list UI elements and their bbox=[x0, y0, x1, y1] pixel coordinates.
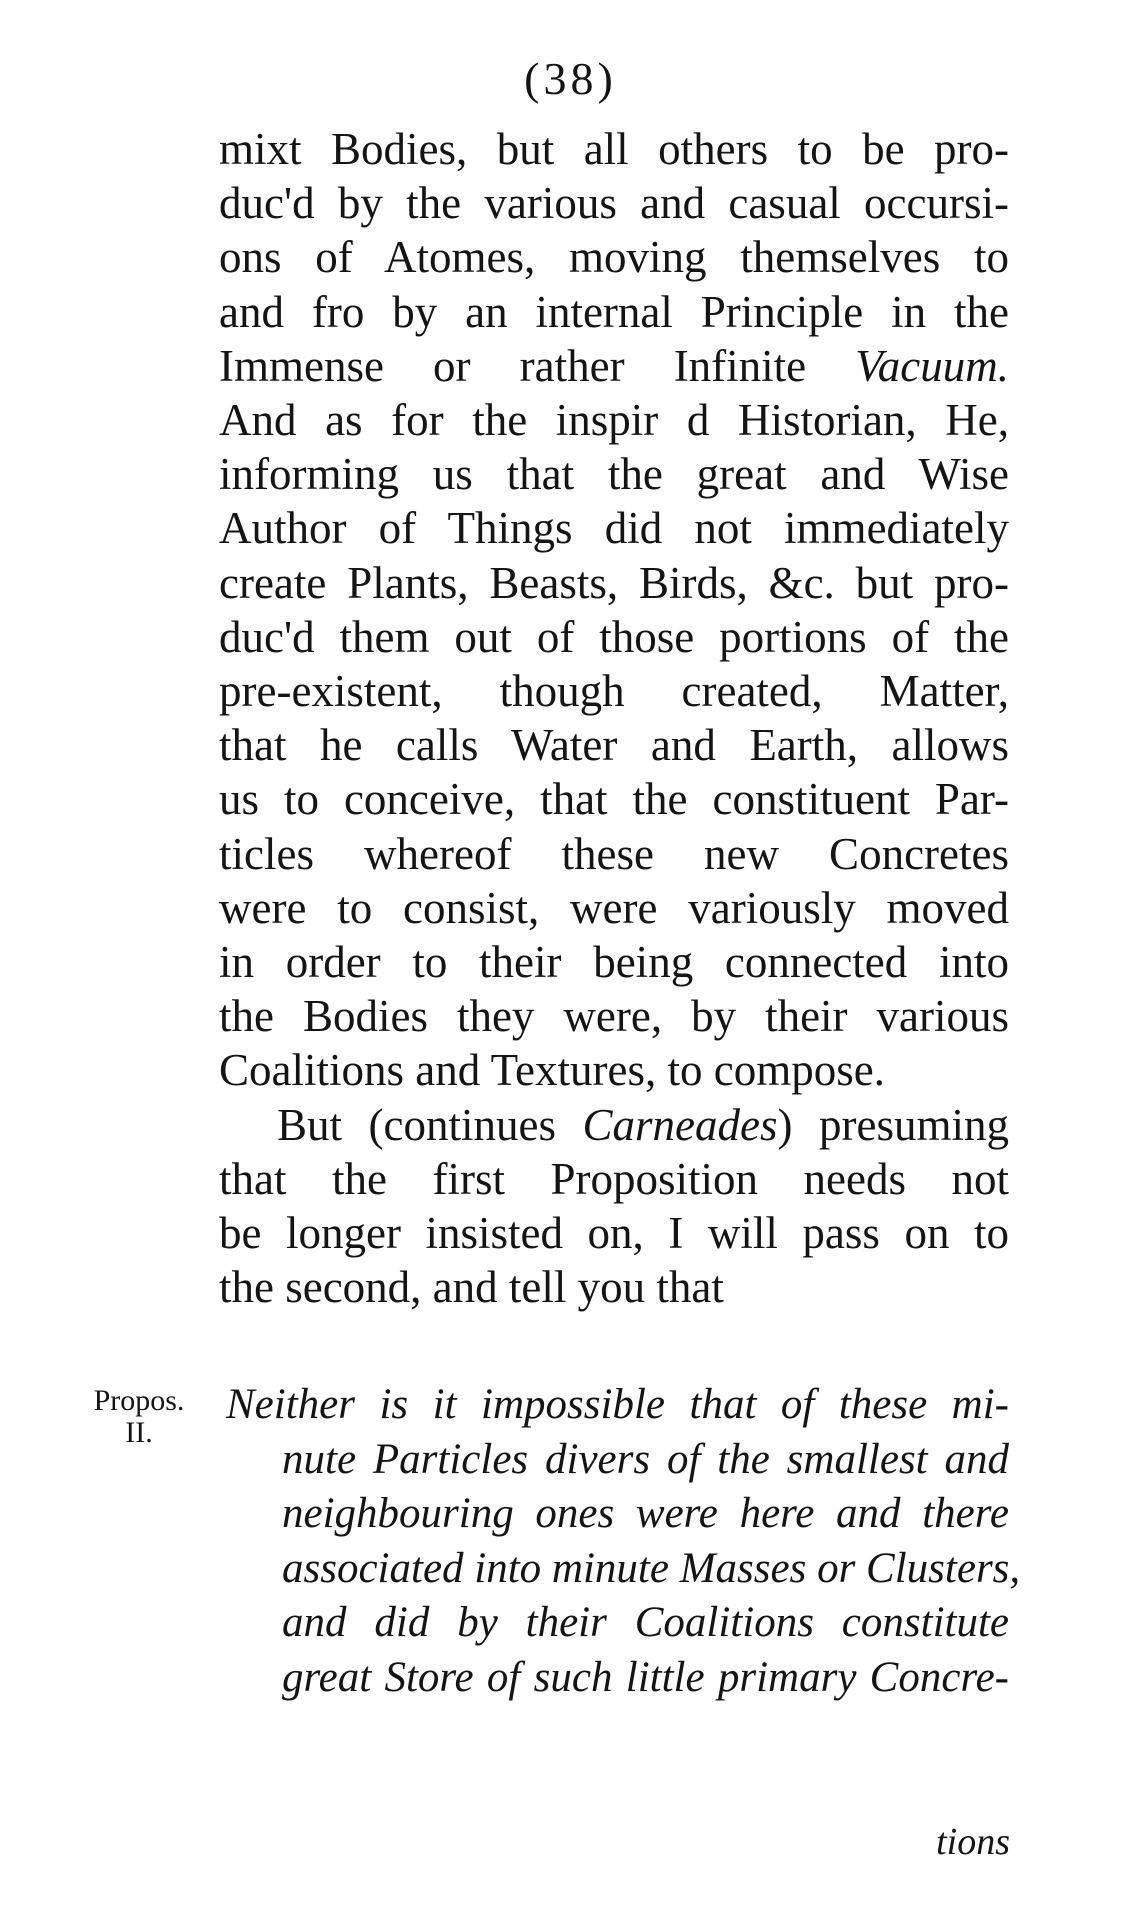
text-line: be longer insisted on, I will pass on to bbox=[219, 1208, 1009, 1259]
text-line: pre-existent, though created, Matter, bbox=[219, 666, 1009, 717]
text-line: that he calls Water and Earth, allows bbox=[219, 720, 1009, 771]
proposition-line: great Store of such little primary Concre- bbox=[282, 1653, 1009, 1701]
text-line: ons of Atomes, moving themselves to bbox=[219, 232, 1009, 283]
proposition-line: associated into minute Masses or Clusters, bbox=[282, 1544, 1021, 1592]
text-line: were to consist, were variously moved bbox=[219, 882, 1009, 933]
paragraph-start-line bbox=[219, 1098, 1009, 1152]
text-line: that the first Proposition needs not bbox=[219, 1153, 1009, 1204]
margin-note bbox=[74, 1385, 204, 1449]
text-line: in order to their being connected into bbox=[219, 937, 1009, 988]
proposition-line: neighbouring ones were here and there bbox=[282, 1490, 1009, 1537]
text-line: informing us that the great and Wise bbox=[219, 449, 1009, 500]
page-number: (38) bbox=[524, 53, 617, 104]
text-line: the Bodies they were, by their various bbox=[219, 991, 1009, 1042]
text-line: ticles whereof these new Concretes bbox=[219, 828, 1009, 879]
text-line: and fro by an internal Principle in the bbox=[219, 286, 1009, 337]
text-segment: ) presuming bbox=[777, 1099, 1010, 1150]
text-line: And as for the inspir d Historian, He, bbox=[219, 395, 1009, 446]
text-line: mixt Bodies, but all others to be pro- bbox=[219, 124, 1009, 174]
text-line: create Plants, Beasts, Birds, &c. but pro- bbox=[219, 557, 1009, 608]
margin-note-number: II. bbox=[125, 1416, 153, 1449]
text-segment: But (continues bbox=[277, 1099, 556, 1150]
text-line: duc'd them out of those portions of the bbox=[219, 611, 1009, 662]
text-line: Author of Things did not immediately bbox=[219, 503, 1009, 554]
proposition-line: Neither is it impossible that of these mi- bbox=[226, 1381, 1009, 1428]
italic-word: Vacuum. bbox=[855, 340, 1010, 391]
proposition-line: and did by their Coalitions constitute bbox=[282, 1599, 1009, 1646]
text-line: the second, and tell you that bbox=[219, 1262, 724, 1313]
margin-note-label: Propos. bbox=[93, 1384, 185, 1417]
italic-word: Carneades bbox=[582, 1099, 778, 1150]
text-segment: Immense or rather Infinite bbox=[219, 340, 807, 391]
text-line: duc'd by the various and casual occursi- bbox=[219, 178, 1009, 229]
proposition-line: nute Particles divers of the smallest and bbox=[282, 1435, 1009, 1483]
catchword: tions bbox=[936, 1821, 1010, 1863]
text-line bbox=[219, 339, 1009, 393]
text-line: Coalitions and Textures, to compose. bbox=[219, 1045, 885, 1096]
proposition-text bbox=[226, 1378, 1021, 1705]
body-text bbox=[219, 122, 1009, 1314]
text-line: us to conceive, that the constituent Par- bbox=[219, 774, 1009, 825]
